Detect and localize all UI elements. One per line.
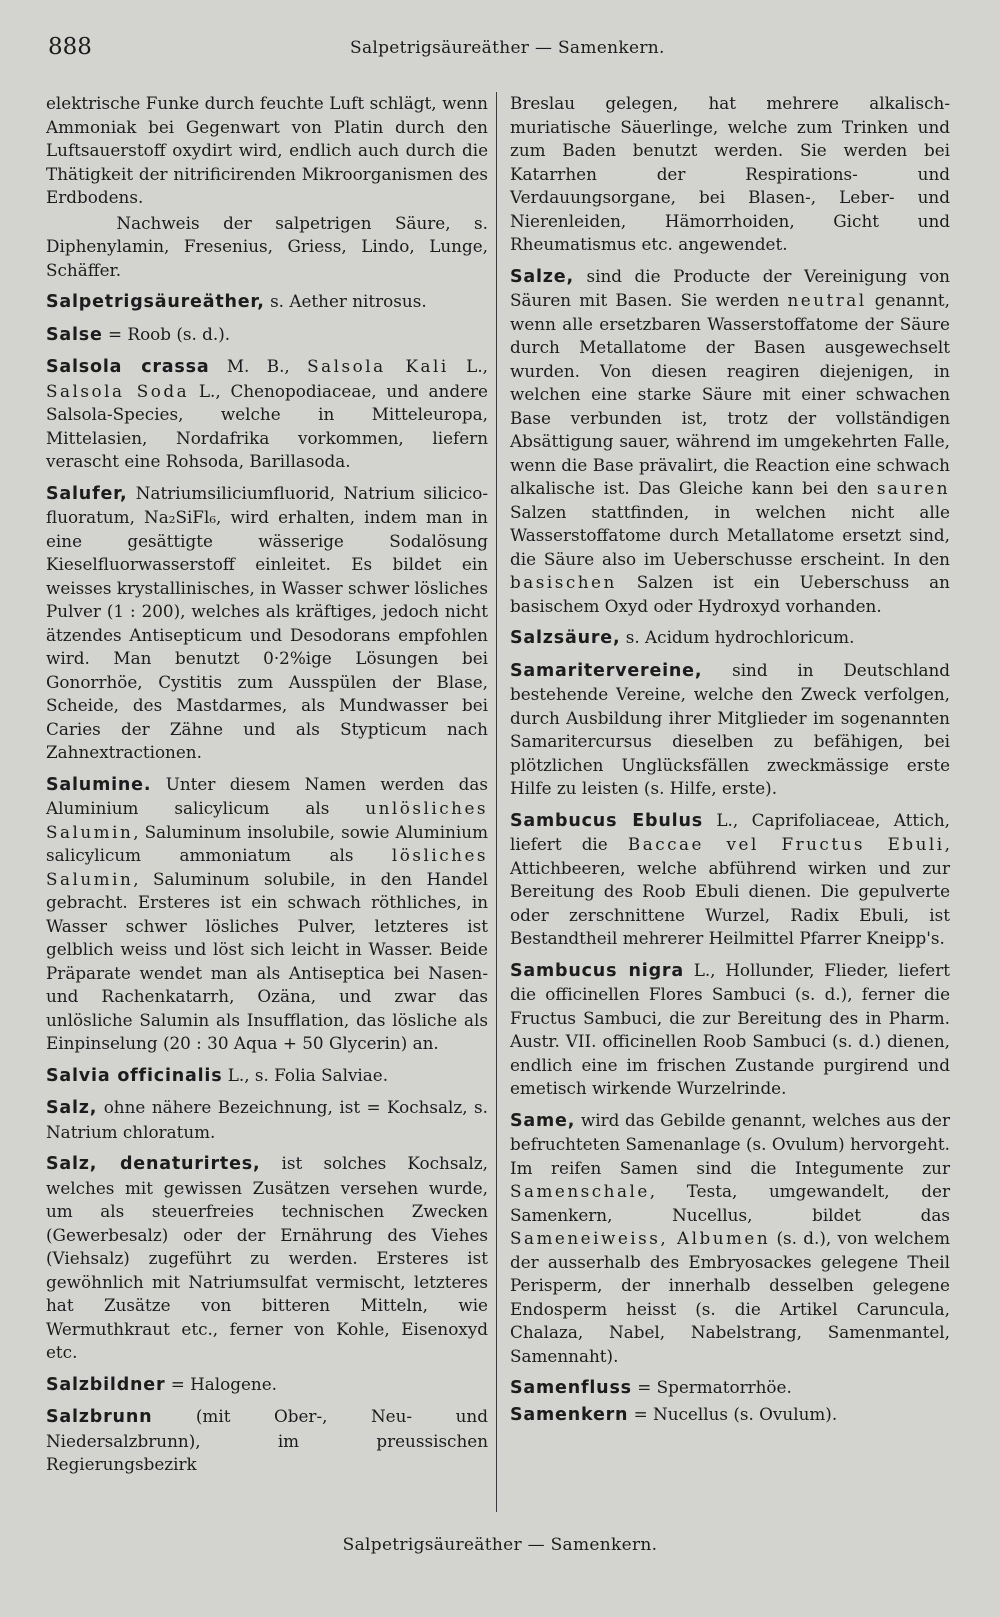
entry-samenkern: Samenkern = Nucellus (s. Ovulum). (510, 1403, 838, 1425)
headword: Sambucus nigra (510, 960, 684, 981)
headword: Salsola crassa (46, 357, 210, 377)
headword: Salz, denaturirtes, (46, 1154, 261, 1174)
page-number: 888 (48, 34, 92, 60)
headword: Salzbrunn (46, 1407, 153, 1427)
headword: Samenkern (510, 1404, 629, 1425)
running-head: Salpetrigsäureäther — Samenkern. (350, 38, 665, 58)
entry-salz-denaturirtes: Salz, denaturirtes, ist solches Kochsalz, welches mit gewissen Zusätzen versehen wurde, um als steuerfreies technischen Zwecken (Gewerbesalz) oder der Ernährung des Viehes (Viehsalz) zugeführt zu werden. Ersteres ist gewöhnlich mit Natriumsulfat vermischt, letzteres hat Zusätze von bitteren Mitteln, wie Wermuthkraut etc., ferner von Kohle, Eisenoxyd etc. (46, 1153, 488, 1362)
page-footer: Salpetrigsäureäther — Samenkern. (342, 1535, 658, 1555)
headword: Same, (510, 1110, 576, 1131)
headword: Samaritervereine, (510, 660, 703, 681)
entry-sambucus-ebulus: Sambucus Ebulus L., Caprifoliaceae, Attich, liefert die Baccae vel Fructus Ebuli, Attichbeeren, welche abführend wirken und zur Bereitung des Roob Ebuli dienen. Die gepulverte oder zerschnittene Wurzel, Radix Ebuli, ist Bestandtheil mehrerer Heilmittel Pfarrer Kneipp's. (510, 809, 950, 948)
headword: Salpetrigsäureäther, (46, 292, 265, 312)
headword: Samenfluss (510, 1378, 632, 1398)
headword: Salz, (46, 1098, 98, 1118)
entry-salzbildner: Salzbildner = Halogene. (46, 1373, 277, 1395)
column-divider (496, 92, 497, 1512)
entry-salzbrunn-continuation: Breslau gelegen, hat mehrere alkalisch-muriatische Säuerlinge, welche zum Trinken und zum Baden benutzt werden. Sie werden bei Katarrhen der Respirations- und Verdauungsorgane, bei Blasen-, Leber- und Nierenleiden, Hämorrhoiden, Gicht und Rheumatismus etc. angewendet. (510, 93, 950, 254)
left-column (46, 92, 488, 1522)
entry-nachweis: Nachweis der salpetrigen Säure, s. Diphenylamin, Fresenius, Griess, Lindo, Lunge, Schäffer. (46, 212, 488, 280)
entry-salz: Salz, ohne nähere Bezeichnung, ist = Kochsalz, s. Natrium chloratum. (46, 1097, 488, 1142)
entry-continuation: elektrische Funke durch feuchte Luft schlägt, wenn Ammoniak bei Gegenwart von Platin durch den Luftsauerstoff oxydirt wird, endlich auch durch die Thätigkeit der nitrificirenden Mikroorganismen des Erdbodens. (46, 93, 488, 207)
entry-salpetrigsaeureaether: Salpetrigsäureäther, s. Aether nitrosus. (46, 291, 427, 312)
headword: Salzbildner (46, 1374, 166, 1395)
entry-salze: Salze, sind die Producte der Vereinigung von Säuren mit Basen. Sie werden neutral genannt, wenn alle ersetzbaren Wasserstoffatome der Säure durch Metallatome der Basen ausgewechselt wurden. Von diesen reagiren diejenigen, in welchen eine starke Säure mit einer schwachen Base verbunden ist, trotz der vollständigen Absättigung sauer, während im umgekehrten Falle, wenn die Base prävalirt, die Reaction eine schwach alkalische ist. Das Gleiche kann bei den sauren Salzen stattfinden, in welchen nicht alle Wasserstoffatome durch Metallatome ersetzt sind, die Säure also im Ueberschusse erscheint. In den basischen Salzen ist ein Ueberschuss an basischem Oxyd oder Hydroxyd vorhanden. (510, 265, 950, 616)
right-column (510, 92, 950, 1522)
entry-salsola: Salsola crassa M. B., Salsola Kali L., Salsola Soda L., Chenopodiaceae, und andere Salsola-Species, welche in Mitteleuropa, Mittelasien, Nordafrika vorkommen, liefern verascht eine Rohsoda, Barillasoda. (46, 356, 488, 471)
entry-same: Same, wird das Gebilde genannt, welches aus der befruchteten Samenanlage (s. Ovulum) hervorgeht. Im reifen Samen sind die Integumente zur Samenschale, Testa, umgewandelt, der Samenkern, Nucellus, bildet das Sameneiweiss, Albumen (s. d.), von welchem der ausserhalb des Embryosackes gelegene Theil Perisperm, der innerhalb desselben gelegene Endosperm heisst (s. die Artikel Caruncula, Chalaza, Nabel, Nabelstrang, Samenmantel, Samennaht). (510, 1109, 950, 1366)
headword: Sambucus Ebulus (510, 810, 703, 831)
headword: Salumine. (46, 774, 152, 795)
entry-salzsaeure: Salzsäure, s. Acidum hydrochloricum. (510, 627, 855, 648)
headword: Salvia officinalis (46, 1065, 223, 1086)
headword: Salzsäure, (510, 628, 621, 648)
entry-salumine: Salumine. Unter diesem Namen werden das Aluminium salicylicum als unlösliches Salumin, Saluminum insolubile, sowie Aluminium salicylicum ammoniatum als lösliches Salumin, Saluminum solubile, in den Handel gebracht. Ersteres ist ein schwach röthliches, in Wasser schwer lösliches Pulver, letzteres ist gelblich weiss und löst sich leicht in Wasser. Beide Präparate wendet man als Antiseptica bei Nasen- und Rachenkatarrh, Ozäna, und zwar das unlösliche Salumin als Insufflation, das lösliche als Einpinselung (20 : 30 Aqua + 50 Glycerin) an. (46, 773, 488, 1053)
entry-samenfluss: Samenfluss = Spermatorrhöe. (510, 1377, 792, 1398)
entry-sambucus-nigra: Sambucus nigra L., Hollunder, Flieder, liefert die officinellen Flores Sambuci (s. d.), ferner die Fructus Sambuci, die zur Bereitung des in Pharm. Austr. VII. officinellen Roob Sambuci (s. d.) dienen, endlich eine im frischen Zustande purgirend und emetisch wirkende Wurzelrinde. (510, 959, 950, 1098)
headword: Salufer, (46, 483, 128, 504)
entry-salvia: Salvia officinalis L., s. Folia Salviae. (46, 1064, 389, 1086)
headword: Salze, (510, 266, 574, 287)
headword: Salse (46, 324, 103, 345)
entry-samaritervereine: Samaritervereine, sind in Deutschland bestehende Vereine, welche den Zweck verfolgen, durch Ausbildung ihrer Mitglieder im sogenannten Samaritercursus dieselben zu befähigen, bei plötzlichen Unglücksfällen zweckmässige erste Hilfe zu leisten (s. Hilfe, erste). (510, 659, 950, 798)
entry-salse: Salse = Roob (s. d.). (46, 323, 231, 345)
entry-salufer: Salufer, Natriumsiliciumfluorid, Natrium silicico-fluoratum, Na₂SiFl₆, wird erhalten, indem man in eine gesättigte wässerige Sodalösung Kieselfluorwasserstoff einleitet. Es bildet ein weisses krystallinisches, in Wasser schwer lösliches Pulver (1 : 200), welches als kräftiges, jedoch nicht ätzendes Antisepticum und Desodorans empfohlen wird. Man benutzt 0·2%ige Lösungen bei Gonorrhöe, Cystitis zum Ausspülen der Blase, Scheide, des Mastdarmes, als Mundwasser bei Caries der Zähne und als Stypticum nach Zahnextractionen. (46, 482, 488, 762)
entry-salzbrunn: Salzbrunn (mit Ober-, Neu- und Niedersalzbrunn), im preussischen Regierungsbezirk (46, 1406, 488, 1474)
